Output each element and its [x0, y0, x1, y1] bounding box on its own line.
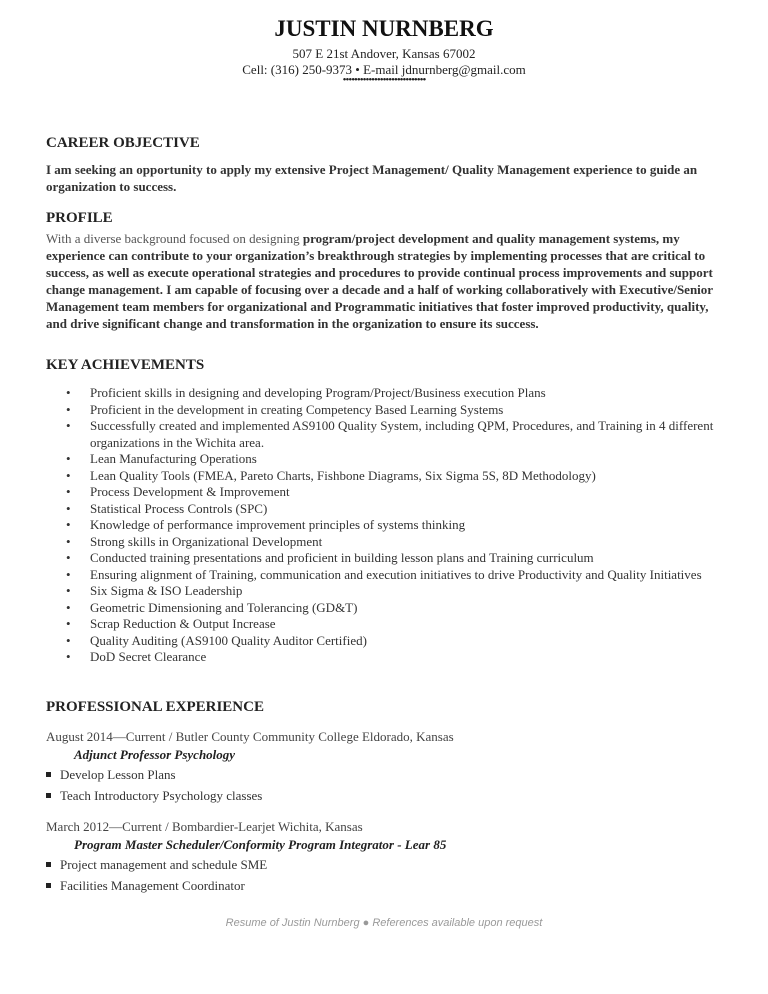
achievement-item: • Lean Quality Tools (FMEA, Pareto Charts, Fishbone Diagrams, Six Sigma 5S, 8D Methodology) — [46, 468, 726, 485]
achievement-item: • Quality Auditing (AS9100 Quality Auditor Certified) — [46, 633, 726, 650]
section-heading: PROFESSIONAL EXPERIENCE — [46, 699, 264, 715]
profile-intro: With a diverse background focused on designing — [46, 231, 303, 246]
achievement-item: • Conducted training presentations and proficient in building lesson plans and Training curriculum — [46, 550, 726, 567]
achievement-item: • Statistical Process Controls (SPC) — [46, 501, 726, 518]
job-entry — [46, 818, 726, 896]
key-achievements-section — [46, 357, 726, 666]
profile-section — [46, 210, 726, 332]
profile-text: program/project development and quality management systems, my experience can contribute to your organization’s breakthrough strategies by implementing processes that are critical to success, as well as execute operational strategies and procedures to provide continual process improvements and support change management. I am capable of focusing over a decade and a half of working collaboratively with Executive/Senior Management team members for organizational and Programmatic initiatives that foster improved productivity, quality, and drive significant change and transformation in the organization to ensure its success. — [46, 231, 713, 331]
section-heading: KEY ACHIEVEMENTS — [46, 357, 205, 373]
job-duty: Project management and schedule SME — [46, 854, 726, 875]
section-heading: CAREER OBJECTIVE — [46, 135, 200, 151]
achievement-item: • Scrap Reduction & Output Increase — [46, 616, 726, 633]
achievement-item: • Proficient in the development in creating Competency Based Learning Systems — [46, 402, 726, 419]
job-duty: Facilities Management Coordinator — [46, 875, 726, 896]
achievement-item: • Lean Manufacturing Operations — [46, 451, 726, 468]
job-dates: August 2014—Current / Butler County Community College Eldorado, Kansas — [46, 729, 454, 744]
job-dates: March 2012—Current / Bombardier-Learjet Wichita, Kansas — [46, 819, 363, 834]
candidate-name: JUSTIN NURNBERG — [274, 16, 494, 41]
contact-info: Cell: (316) 250-9373 • E-mail jdnurnberg@gmail.com — [242, 62, 526, 77]
job-duty: Teach Introductory Psychology classes — [46, 785, 726, 806]
achievement-item: • Geometric Dimensioning and Tolerancing (GD&T) — [46, 600, 726, 617]
experience-section — [46, 699, 726, 908]
career-objective-section — [46, 135, 726, 195]
achievement-item: • Ensuring alignment of Training, communication and execution initiatives to drive Productivity and Quality Initiatives — [46, 567, 726, 584]
job-duty: Develop Lesson Plans — [46, 764, 726, 785]
achievement-item: • Strong skills in Organizational Development — [46, 534, 726, 551]
footer: Resume of Justin Nurnberg ● References available upon request — [225, 917, 543, 929]
achievement-item: • Proficient skills in designing and developing Program/Project/Business execution Plans — [46, 385, 726, 402]
job-title: Adjunct Professor Psychology — [74, 747, 236, 762]
achievement-item: • DoD Secret Clearance — [46, 649, 726, 666]
header-divider: ••••••••••••••••••••••••••••• — [342, 74, 426, 86]
job-entry — [46, 728, 726, 806]
achievement-item: • Process Development & Improvement — [46, 484, 726, 501]
address: 507 E 21st Andover, Kansas 67002 — [292, 46, 476, 61]
section-heading: PROFILE — [46, 210, 113, 226]
job-title: Program Master Scheduler/Conformity Program Integrator - Lear 85 — [74, 837, 447, 852]
achievement-item: • Successfully created and implemented AS9100 Quality System, including QPM, Procedures, and Training in 4 different organizations in the Wichita area. — [46, 418, 726, 451]
achievement-item: • Six Sigma & ISO Leadership — [46, 583, 726, 600]
objective-text: I am seeking an opportunity to apply my extensive Project Management/ Quality Management experience to guide an organization to success. — [46, 162, 698, 194]
achievement-item: • Knowledge of performance improvement principles of systems thinking — [46, 517, 726, 534]
